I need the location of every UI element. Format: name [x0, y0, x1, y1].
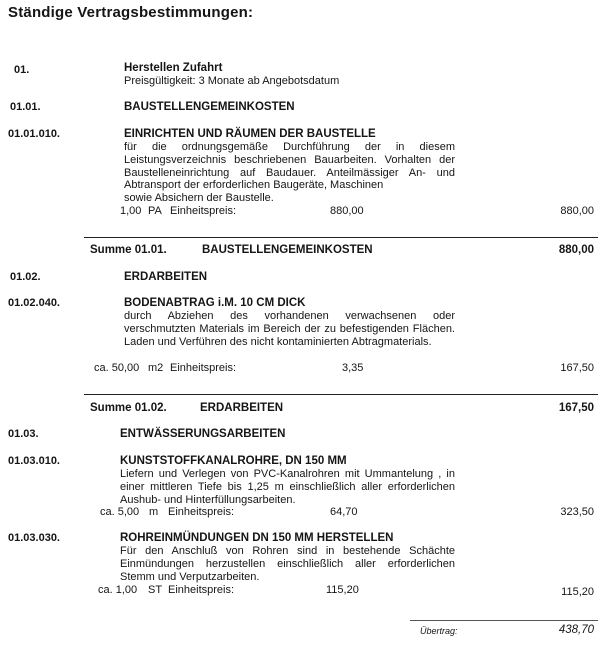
unit-price-label: Einheitspreis: [170, 362, 237, 374]
item-code: 01.01.010. [8, 128, 60, 140]
carryover-separator [410, 620, 598, 621]
item-description: Liefern und Verlegen von PVC-Kanalrohren mit Ummantelung , in einer mittleren Tiefe bis 1,25 m einschließlich aller erforderlichen Aushub- und Hinterfüllungsarbeiten. [120, 468, 455, 506]
item-name: KUNSTSTOFFKANALROHRE, DN 150 MM [120, 455, 347, 467]
group-name: BAUSTELLENGEMEINKOSTEN [124, 101, 295, 113]
item-unit: m [149, 506, 159, 518]
item-quantity: ca. 50,00 [94, 362, 140, 374]
group-code: 01.01. [10, 101, 41, 113]
item-name: EINRICHTEN UND RÄUMEN DER BAUSTELLE [124, 128, 376, 140]
item-total: 323,50 [560, 506, 594, 518]
item-description: für die ordnungsgemäße Durchführung der in diesem Leistungsverzeichnis beschriebenen Bauarbeiten. Vorhalten der Baustelleneinrichtung auf Baudauer. Anteilmässiger An- und Abtransport der erforderlichen Baugeräte, Maschinen [124, 141, 455, 192]
item-quantity: 1,00 [120, 205, 142, 217]
unit-price: 3,35 [342, 362, 364, 374]
sum-name: BAUSTELLENGEMEINKOSTEN [202, 244, 373, 256]
item-description: durch Abziehen des vorhandenen verwachsenen oder verschmutzten Materials im Bereich der zu befestigenden Flächen. Laden und Verführen des nicht kontaminierten Abtragmaterials. [124, 310, 455, 348]
item-name: BODENABTRAG i.M. 10 CM DICK [124, 297, 306, 309]
item-unit: PA [148, 205, 162, 217]
carryover-value: 438,70 [558, 624, 594, 636]
item-total: 880,00 [560, 205, 594, 217]
item-unit: ST [148, 584, 163, 596]
item-description-line: sowie Absichern der Baustelle. [124, 192, 274, 204]
sum-separator [84, 237, 598, 238]
unit-price: 115,20 [326, 584, 359, 596]
section-validity: Preisgültigkeit: 3 Monate ab Angebotsdatum [124, 75, 340, 87]
unit-price-label: Einheitspreis: [168, 506, 235, 518]
group-code: 01.03. [8, 428, 39, 440]
unit-price: 64,70 [330, 506, 358, 518]
section-code: 01. [14, 64, 30, 76]
group-code: 01.02. [10, 271, 41, 283]
sum-label: Summe 01.02. [90, 402, 167, 414]
sum-name: ERDARBEITEN [200, 402, 284, 414]
unit-price-label: Einheitspreis: [168, 584, 235, 596]
item-code: 01.03.010. [8, 455, 60, 467]
item-description: Für den Anschluß von Rohren sind in bestehende Schächte Einmündungen herzustellen einschließlich aller erforderlichen Stemm und Verputzarbeiten. [120, 545, 455, 583]
section-name: Herstellen Zufahrt [124, 62, 223, 74]
item-quantity: ca. 5,00 [100, 506, 140, 518]
item-total: 167,50 [560, 362, 594, 374]
sum-value: 167,50 [558, 402, 594, 414]
item-code: 01.02.040. [8, 297, 60, 309]
item-quantity: ca. 1,00 [98, 584, 138, 596]
item-unit: m2 [148, 362, 164, 374]
carryover-label: Übertrag: [420, 626, 458, 636]
group-name: ENTWÄSSERUNGSARBEITEN [120, 428, 286, 440]
item-code: 01.03.030. [8, 532, 60, 544]
item-name: ROHREINMÜNDUNGEN DN 150 MM HERSTELLEN [120, 532, 394, 544]
unit-price: 880,00 [330, 205, 364, 217]
page-title: Ständige Vertragsbestimmungen: [8, 4, 254, 21]
item-total: 115,20 [561, 586, 594, 598]
sum-separator [84, 394, 598, 395]
sum-label: Summe 01.01. [90, 244, 167, 256]
sum-value: 880,00 [558, 244, 594, 256]
unit-price-label: Einheitspreis: [170, 205, 237, 217]
group-name: ERDARBEITEN [124, 271, 208, 283]
